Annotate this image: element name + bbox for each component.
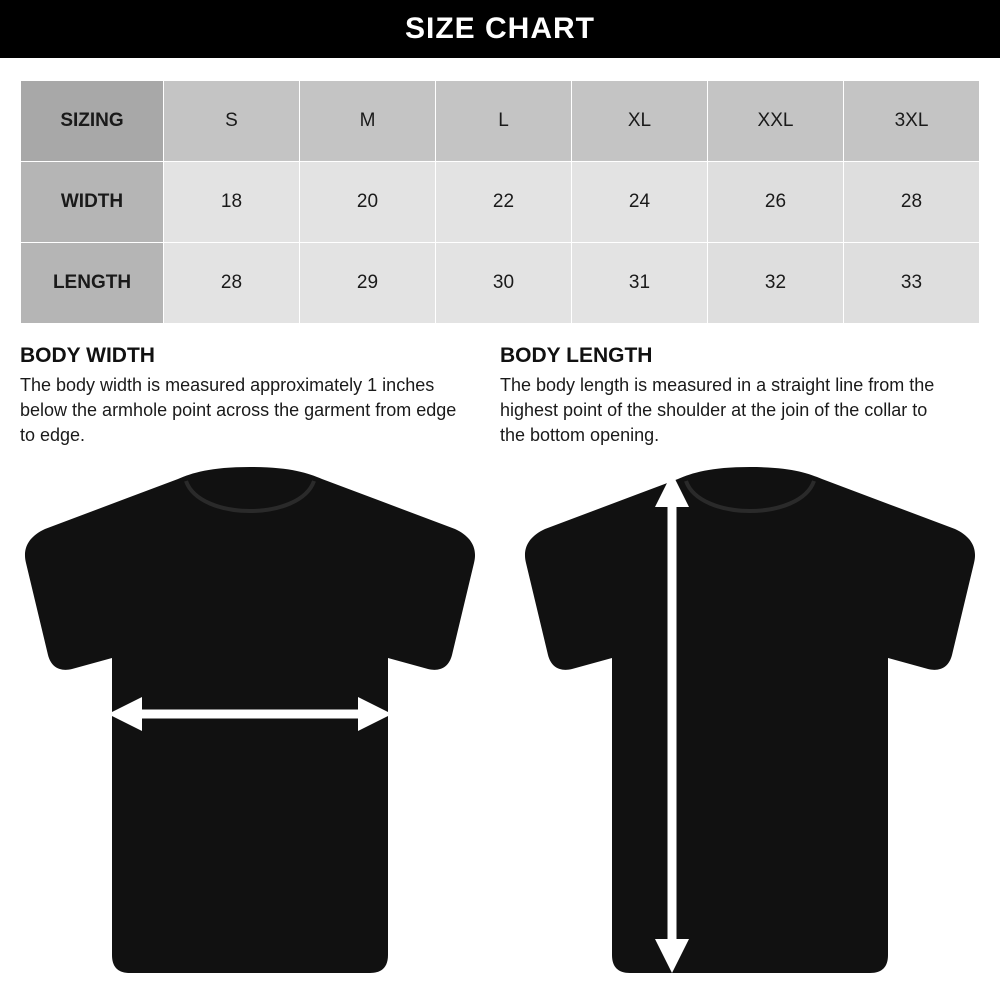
- table-cell-length-m: 29: [300, 243, 436, 324]
- table-header-size-3xl: 3XL: [844, 81, 980, 162]
- descriptions-row: [20, 344, 980, 447]
- table-row-label-width: WIDTH: [21, 162, 164, 243]
- tshirt-length-illustration: [500, 459, 1000, 989]
- description-title-body-width: BODY WIDTH: [20, 344, 155, 367]
- table-cell-width-s: 18: [164, 162, 300, 243]
- table-header-size-xl: XL: [572, 81, 708, 162]
- header-bar: [0, 0, 1000, 58]
- description-text-body-width: The body width is measured approximately 1 inches below the armhole point across the garment from edge to edge.: [20, 375, 457, 445]
- table-header-size-m: M: [300, 81, 436, 162]
- table-cell-width-3xl: 28: [844, 162, 980, 243]
- table-header-size-xxl: XXL: [708, 81, 844, 162]
- table-row-label-length: LENGTH: [21, 243, 164, 324]
- table-header-size-s: S: [164, 81, 300, 162]
- table-cell-width-xl: 24: [572, 162, 708, 243]
- table-row-header: [21, 81, 980, 162]
- description-body-width: [20, 344, 500, 447]
- tshirt-shape-icon: [525, 467, 975, 973]
- table-cell-length-s: 28: [164, 243, 300, 324]
- illustrations-row: [0, 459, 1000, 989]
- table-cell-length-l: 30: [436, 243, 572, 324]
- tshirt-length-diagram: [500, 459, 1000, 989]
- table-cell-width-m: 20: [300, 162, 436, 243]
- table-header-size-l: L: [436, 81, 572, 162]
- table-cell-length-xxl: 32: [708, 243, 844, 324]
- description-body-length: [500, 344, 980, 447]
- tshirt-width-illustration: [0, 459, 500, 989]
- table-corner-label: SIZING: [21, 81, 164, 162]
- size-chart-table-wrapper: [20, 80, 980, 324]
- description-title-body-length: BODY LENGTH: [500, 344, 653, 367]
- tshirt-width-diagram: [0, 459, 500, 989]
- table-row-length: [21, 243, 980, 324]
- table-cell-width-l: 22: [436, 162, 572, 243]
- table-cell-width-xxl: 26: [708, 162, 844, 243]
- table-cell-length-3xl: 33: [844, 243, 980, 324]
- table-cell-length-xl: 31: [572, 243, 708, 324]
- size-chart-table: [20, 80, 980, 324]
- page-title: SIZE CHART: [405, 12, 595, 45]
- description-text-body-length: The body length is measured in a straight line from the highest point of the shoulder at the join of the collar to the bottom opening.: [500, 375, 935, 445]
- tshirt-shape-icon: [25, 467, 475, 973]
- table-row-width: [21, 162, 980, 243]
